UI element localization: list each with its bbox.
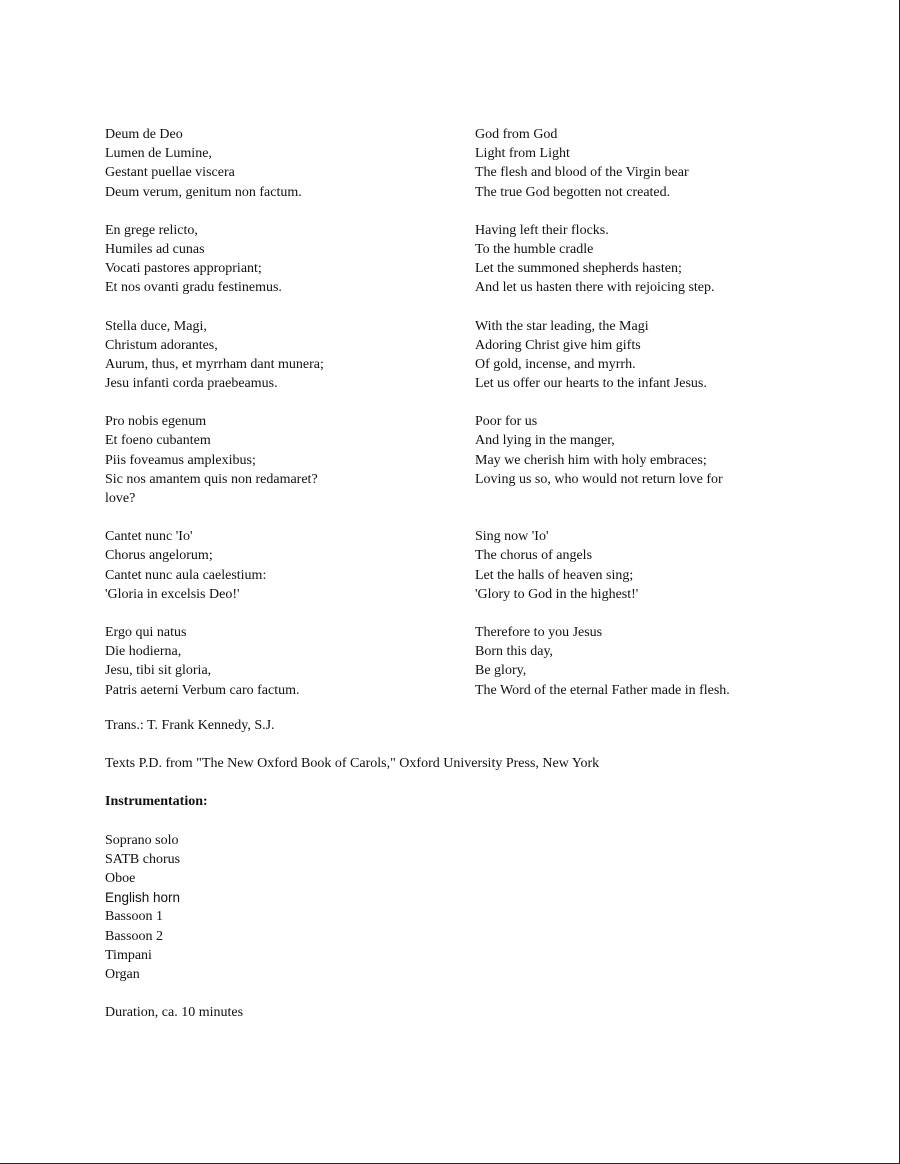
latin-line: Jesu infanti corda praebeamus. (105, 376, 278, 392)
english-line: Be glory, (475, 663, 527, 679)
latin-line: Cantet nunc 'Io' (105, 529, 193, 545)
latin-text (105, 623, 475, 700)
latin-line: love? (105, 491, 136, 506)
latin-text (105, 412, 475, 508)
latin-line: Stella duce, Magi, (105, 318, 207, 334)
latin-line: Et nos ovanti gradu festinemus. (105, 280, 282, 296)
latin-line: En grege relicto, (105, 222, 198, 238)
stanza (105, 317, 795, 394)
instrument-item: Bassoon 1 (105, 909, 163, 925)
instrument-item: Bassoon 2 (105, 928, 163, 944)
english-translation (475, 125, 795, 202)
latin-line: Cantet nunc aula caelestium: (105, 567, 267, 583)
latin-text (105, 125, 475, 202)
english-translation (475, 221, 795, 298)
english-line: To the humble cradle (475, 241, 594, 257)
english-line: Light from Light (475, 146, 570, 162)
english-line: With the star leading, the Magi (475, 318, 649, 334)
english-line: Let us offer our hearts to the infant Jesus. (475, 376, 707, 392)
english-line: 'Glory to God in the highest!' (475, 586, 639, 602)
english-translation (475, 623, 795, 700)
latin-line: Humiles ad cunas (105, 241, 205, 257)
stanza (105, 412, 795, 508)
instrument-item: SATB chorus (105, 851, 181, 867)
english-line: May we cherish him with holy embraces; (475, 452, 707, 468)
latin-line: Vocati pastores appropriant; (105, 261, 262, 277)
english-line: God from God (475, 127, 558, 142)
latin-line: Chorus angelorum; (105, 548, 213, 564)
latin-line: Lumen de Lumine, (105, 146, 212, 162)
latin-line: 'Gloria in excelsis Deo!' (105, 586, 240, 602)
english-line: Let the halls of heaven sing; (475, 567, 634, 583)
english-line: Poor for us (475, 414, 538, 430)
stanza (105, 527, 795, 604)
latin-line: Deum de Deo (105, 127, 183, 142)
english-line: Loving us so, who would not return love for (475, 471, 723, 487)
instrument-item: Oboe (105, 870, 136, 886)
english-line: Born this day, (475, 644, 554, 660)
english-translation (475, 527, 795, 604)
latin-line: Sic nos amantem quis non redamaret? (105, 471, 318, 487)
latin-line: Aurum, thus, et myrrham dant munera; (105, 356, 324, 372)
english-line: Let the summoned shepherds hasten; (475, 261, 682, 277)
latin-line: Die hodierna, (105, 644, 182, 660)
english-line: And let us hasten there with rejoicing step. (475, 280, 715, 296)
latin-line: Jesu, tibi sit gloria, (105, 663, 212, 679)
english-translation (475, 412, 795, 508)
english-line: Of gold, incense, and myrrh. (475, 356, 636, 372)
english-line: The Word of the eternal Father made in flesh. (475, 682, 730, 698)
english-line: Adoring Christ give him gifts (475, 337, 641, 353)
latin-line: Deum verum, genitum non factum. (105, 184, 302, 200)
instrumentation-heading: Instrumentation: (105, 794, 208, 810)
stanza (105, 221, 795, 298)
latin-line: Ergo qui natus (105, 624, 187, 640)
latin-line: Christum adorantes, (105, 337, 218, 353)
instrument-item: Timpani (105, 947, 152, 963)
latin-text (105, 221, 475, 298)
latin-line: Piis foveamus amplexibus; (105, 452, 256, 468)
stanza (105, 125, 795, 202)
english-line: The true God begotten not created. (475, 184, 671, 200)
lyrics-stanzas (105, 125, 795, 719)
english-translation (475, 317, 795, 394)
latin-text (105, 527, 475, 604)
duration-note: Duration, ca. 10 minutes (105, 1005, 244, 1021)
english-line: Therefore to you Jesus (475, 624, 603, 640)
instrument-item: Organ (105, 966, 140, 982)
latin-line: Pro nobis egenum (105, 414, 207, 430)
stanza (105, 623, 795, 700)
english-line: Having left their flocks. (475, 222, 609, 238)
latin-line: Gestant puellae viscera (105, 165, 235, 181)
translator-credit: Trans.: T. Frank Kennedy, S.J. (105, 718, 275, 733)
english-line: Sing now 'Io' (475, 529, 549, 545)
latin-line: Et foeno cubantem (105, 433, 211, 449)
notes-section (105, 716, 805, 1041)
text-source: Texts P.D. from "The New Oxford Book of Carols," Oxford University Press, New York (105, 756, 600, 772)
instrument-item: Soprano solo (105, 832, 179, 848)
english-line: And lying in the manger, (475, 433, 615, 449)
english-line: The flesh and blood of the Virgin bear (475, 165, 689, 181)
instrument-item: English horn (105, 890, 181, 906)
latin-line: Patris aeterni Verbum caro factum. (105, 682, 300, 698)
latin-text (105, 317, 475, 394)
instrumentation-list (105, 831, 805, 985)
english-line: The chorus of angels (475, 548, 593, 564)
